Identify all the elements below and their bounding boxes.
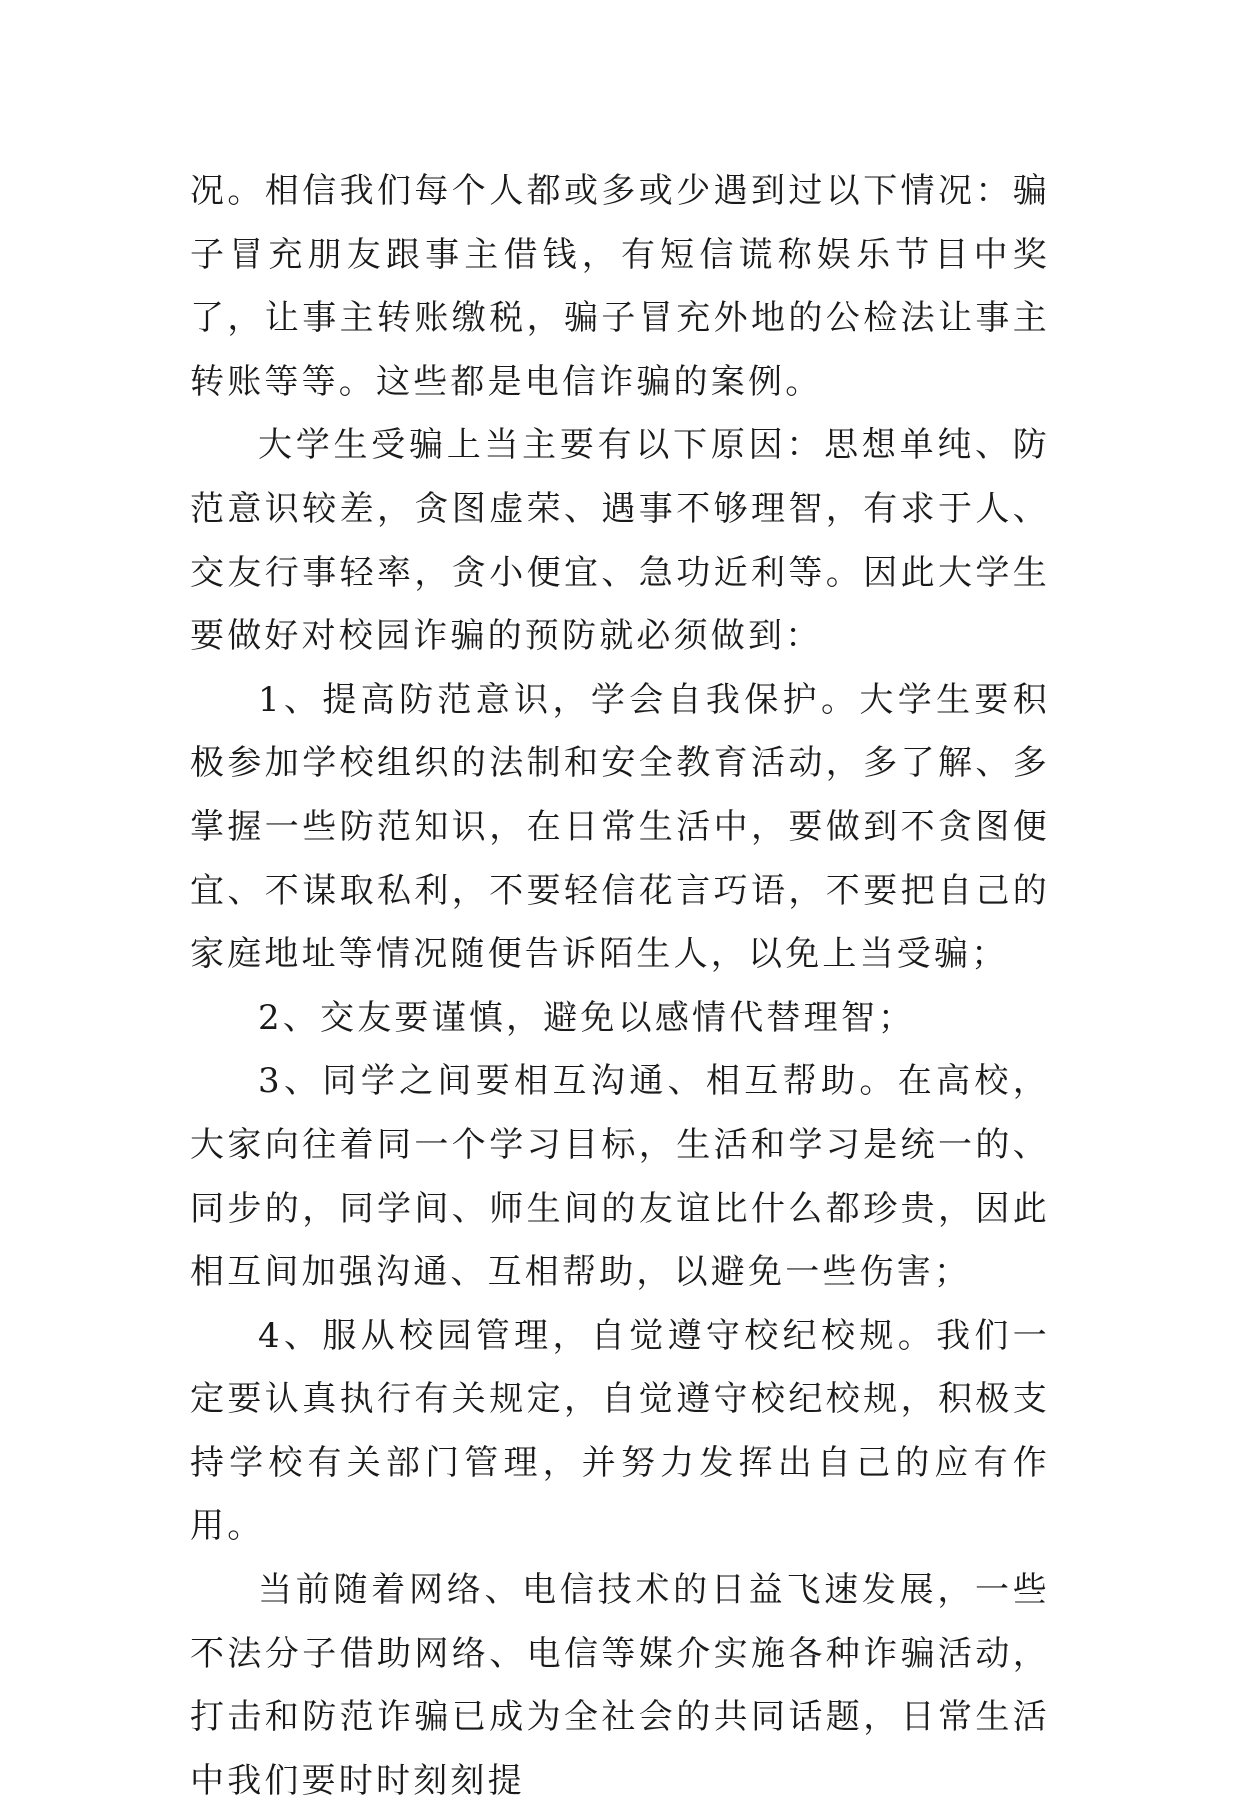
paragraph: 4、服从校园管理，自觉遵守校纪校规。我们一定要认真执行有关规定，自觉遵守校纪校规，积极支持学校有关部门管理，并努力发挥出自己的应有作用。 xyxy=(190,1315,1050,1547)
paragraph: 大学生受骗上当主要有以下原因：思想单纯、防范意识较差，贪图虚荣、遇事不够理智，有求于人、交友行事轻率，贪小便宜、急功近利等。因此大学生要做好对校园诈骗的预防就必须做到： xyxy=(190,425,1050,657)
body-text xyxy=(190,160,1050,1813)
paragraph: 况。相信我们每个人都或多或少遇到过以下情况：骗子冒充朋友跟事主借钱，有短信谎称娱乐节目中奖了，让事主转账缴税，骗子冒充外地的公检法让事主转账等等。这些都是电信诈骗的案例。 xyxy=(190,171,1050,402)
paragraph: 1、提高防范意识，学会自我保护。大学生要积极参加学校组织的法制和安全教育活动，多了解、多掌握一些防范知识，在日常生活中，要做到不贪图便宜、不谋取私利，不要轻信花言巧语，不要把自己的家庭地址等情况随便告诉陌生人，以免上当受骗； xyxy=(190,679,1050,975)
paragraph: 3、同学之间要相互沟通、相互帮助。在高校，大家向往着同一个学习目标，生活和学习是统一的、同步的，同学间、师生间的友谊比什么都珍贵，因此相互间加强沟通、互相帮助，以避免一些伤害； xyxy=(190,1061,1050,1293)
paragraph: 当前随着网络、电信技术的日益飞速发展，一些不法分子借助网络、电信等媒介实施各种诈骗活动，打击和防范诈骗已成为全社会的共同话题，日常生活中我们要时时刻刻提 xyxy=(190,1570,1050,1801)
paragraph: 2、交友要谨慎，避免以感情代替理智； xyxy=(258,997,916,1038)
